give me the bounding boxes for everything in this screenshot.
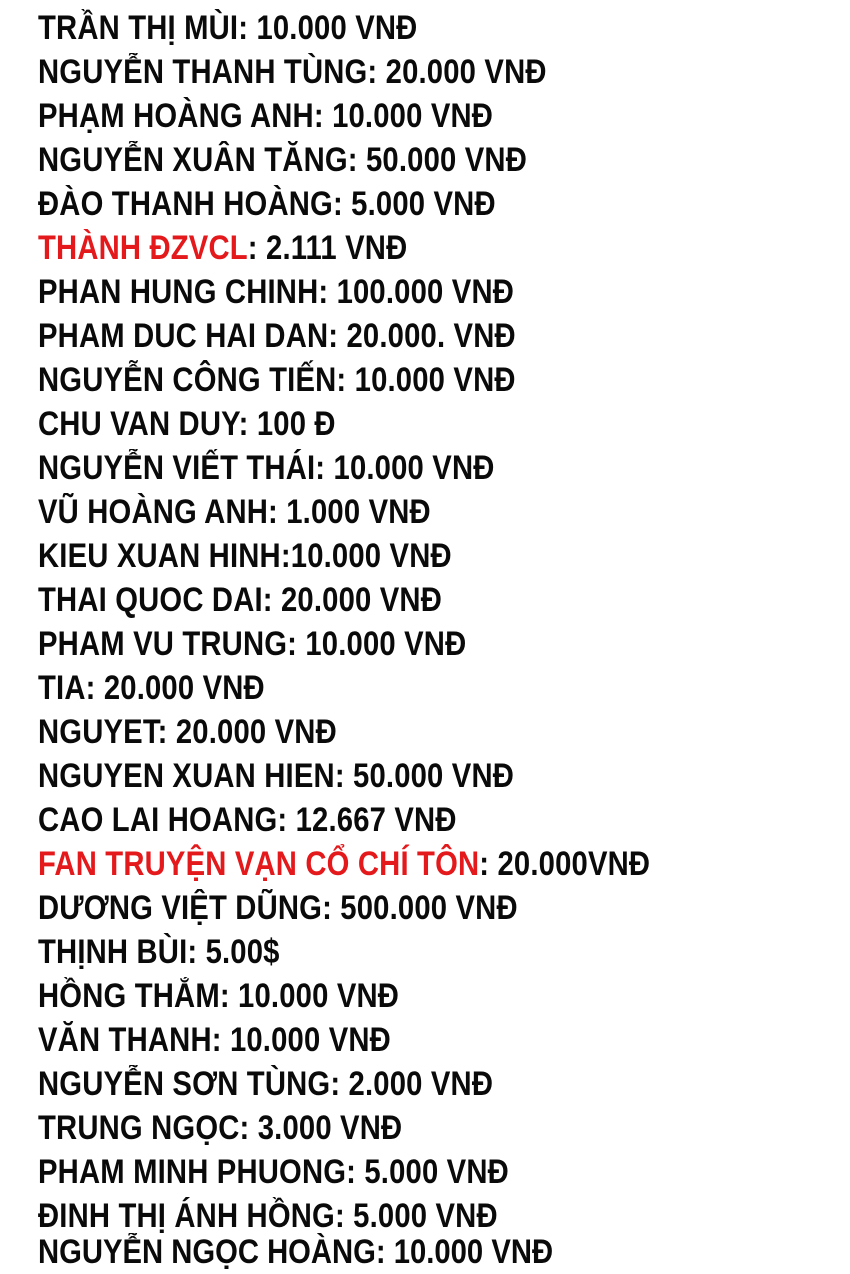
cropped-bottom-line: NGUYỄN NGỌC HOÀNG: 10.000 VNĐ bbox=[38, 1233, 554, 1271]
donation-amount: 500.000 VNĐ bbox=[340, 889, 518, 927]
separator: : bbox=[367, 53, 386, 91]
donation-amount: 5.000 VNĐ bbox=[351, 185, 496, 223]
donor-name: NGUYỄN SƠN TÙNG bbox=[38, 1065, 331, 1103]
donation-amount: 100 Đ bbox=[256, 405, 336, 443]
separator: : bbox=[238, 405, 257, 443]
donor-line bbox=[38, 314, 726, 358]
donor-line bbox=[38, 930, 726, 974]
donor-name: TRẦN THỊ MÙI bbox=[38, 9, 239, 47]
separator: : bbox=[211, 1021, 230, 1059]
donation-amount: 20.000 VNĐ bbox=[385, 53, 547, 91]
donation-amount: 100.000 VNĐ bbox=[336, 273, 515, 311]
donor-name: TRUNG NGỌC bbox=[38, 1109, 240, 1147]
donor-line bbox=[38, 402, 726, 446]
donor-line bbox=[38, 1106, 726, 1150]
donor-name: TIA bbox=[38, 669, 86, 707]
separator: : bbox=[330, 1065, 349, 1103]
donor-name: CAO LAI HOANG bbox=[38, 801, 278, 839]
separator: : bbox=[313, 97, 333, 135]
donation-amount: 2.000 VNĐ bbox=[348, 1065, 494, 1103]
donation-amount: 10.000 VNĐ bbox=[305, 625, 467, 663]
donation-amount: 20.000 VNĐ bbox=[280, 581, 443, 619]
separator: : bbox=[157, 713, 176, 751]
donor-name: PHAM DUC HAI DAN bbox=[38, 317, 329, 355]
donor-name: PHAM VU TRUNG bbox=[38, 625, 288, 663]
donor-line bbox=[38, 94, 726, 138]
donor-name: HỒNG THẮM bbox=[38, 977, 220, 1015]
donor-line bbox=[38, 446, 726, 490]
donation-amount: 10.000 VNĐ bbox=[332, 97, 494, 135]
donation-amount: 20.000. VNĐ bbox=[346, 317, 516, 355]
separator: : bbox=[479, 845, 498, 883]
donor-line bbox=[38, 6, 726, 50]
donation-amount: 3.000 VNĐ bbox=[257, 1109, 403, 1147]
separator: : bbox=[238, 9, 257, 47]
donation-amount: 10.000 VNĐ bbox=[354, 361, 516, 399]
donor-line bbox=[38, 974, 726, 1018]
donation-amount: 1.000 VNĐ bbox=[286, 493, 431, 531]
separator: : bbox=[262, 581, 281, 619]
donor-line bbox=[38, 842, 726, 886]
donor-name: NGUYỄN XUÂN TĂNG bbox=[38, 141, 348, 179]
donor-name: NGUYỄN VIẾT THÁI bbox=[38, 449, 316, 487]
separator: : bbox=[347, 141, 366, 179]
donor-line bbox=[38, 622, 726, 666]
separator: : bbox=[187, 933, 206, 971]
donation-amount: 5.00$ bbox=[205, 933, 280, 971]
donor-line bbox=[38, 226, 726, 270]
donor-line bbox=[38, 138, 726, 182]
donor-line bbox=[38, 1018, 726, 1062]
donor-name: KIEU XUAN HINH bbox=[38, 537, 281, 575]
donor-line bbox=[38, 886, 726, 930]
donor-name: THỊNH BÙI bbox=[38, 933, 188, 971]
separator: : bbox=[277, 801, 296, 839]
separator: : bbox=[318, 273, 337, 311]
separator: : bbox=[239, 1109, 258, 1147]
donor-name: NGUYỄN CÔNG TIẾN bbox=[38, 361, 337, 399]
donation-amount: 20.000VNĐ bbox=[497, 845, 651, 883]
donation-amount: 20.000 VNĐ bbox=[103, 669, 265, 707]
donor-list bbox=[38, 6, 838, 1238]
separator: : bbox=[334, 757, 354, 795]
separator: : bbox=[85, 669, 104, 707]
donor-name: PHẠM HOÀNG ANH bbox=[38, 97, 314, 135]
donor-line bbox=[38, 710, 726, 754]
separator: : bbox=[268, 493, 287, 531]
separator: : bbox=[346, 1153, 365, 1191]
donor-name: NGUYEN XUAN HIEN bbox=[38, 757, 335, 795]
separator: : bbox=[315, 449, 334, 487]
donation-amount: 5.000 VNĐ bbox=[364, 1153, 509, 1191]
donor-name: PHAN HUNG CHINH bbox=[38, 273, 319, 311]
donor-name: VĂN THANH bbox=[38, 1021, 212, 1059]
donor-name: DƯƠNG VIỆT DŨNG bbox=[38, 889, 323, 927]
separator: : bbox=[280, 537, 291, 575]
donation-amount: 10.000 VNĐ bbox=[238, 977, 400, 1015]
donation-amount: 12.667 VNĐ bbox=[295, 801, 457, 839]
separator: : bbox=[334, 1197, 354, 1235]
donor-line bbox=[38, 798, 726, 842]
donor-name: ĐINH THỊ ÁNH HỒNG bbox=[38, 1197, 335, 1235]
donor-line bbox=[38, 358, 726, 402]
donation-amount: 10.000 VNĐ bbox=[256, 9, 418, 47]
separator: : bbox=[336, 361, 355, 399]
separator: : bbox=[328, 317, 347, 355]
donor-name: ĐÀO THANH HOÀNG bbox=[38, 185, 333, 223]
donor-name: CHU VAN DUY bbox=[38, 405, 239, 443]
separator: : bbox=[322, 889, 341, 927]
separator: : bbox=[332, 185, 352, 223]
donation-amount: 50.000 VNĐ bbox=[353, 757, 515, 795]
separator: : bbox=[219, 977, 239, 1015]
donor-line bbox=[38, 182, 726, 226]
donor-line bbox=[38, 534, 726, 578]
donation-amount: 50.000 VNĐ bbox=[365, 141, 528, 179]
separator: : bbox=[247, 229, 267, 267]
donation-amount: 10.000 VNĐ bbox=[229, 1021, 391, 1059]
donor-line bbox=[38, 50, 726, 94]
donation-amount: 5.000 VNĐ bbox=[353, 1197, 498, 1235]
donor-line bbox=[38, 1150, 726, 1194]
donor-name: FAN TRUYỆN VẠN CỔ CHÍ TÔN bbox=[38, 845, 480, 883]
donation-amount: 2.111 VNĐ bbox=[266, 229, 408, 267]
donor-line bbox=[38, 666, 726, 710]
donor-line bbox=[38, 754, 726, 798]
donor-name: THAI QUOC DAI bbox=[38, 581, 263, 619]
donor-name: NGUYET bbox=[38, 713, 158, 751]
donation-amount: 20.000 VNĐ bbox=[175, 713, 337, 751]
separator: : bbox=[287, 625, 306, 663]
donor-line bbox=[38, 578, 726, 622]
donor-line bbox=[38, 490, 726, 534]
donation-amount: 10.000 VNĐ bbox=[290, 537, 452, 575]
donor-name: NGUYỄN THANH TÙNG bbox=[38, 53, 368, 91]
donor-name: THÀNH ĐZVCL bbox=[38, 229, 248, 267]
donor-name: PHAM MINH PHUONG bbox=[38, 1153, 347, 1191]
donor-line bbox=[38, 270, 726, 314]
donor-name: VŨ HOÀNG ANH bbox=[38, 493, 269, 531]
donation-amount: 10.000 VNĐ bbox=[333, 449, 495, 487]
donor-line bbox=[38, 1062, 726, 1106]
